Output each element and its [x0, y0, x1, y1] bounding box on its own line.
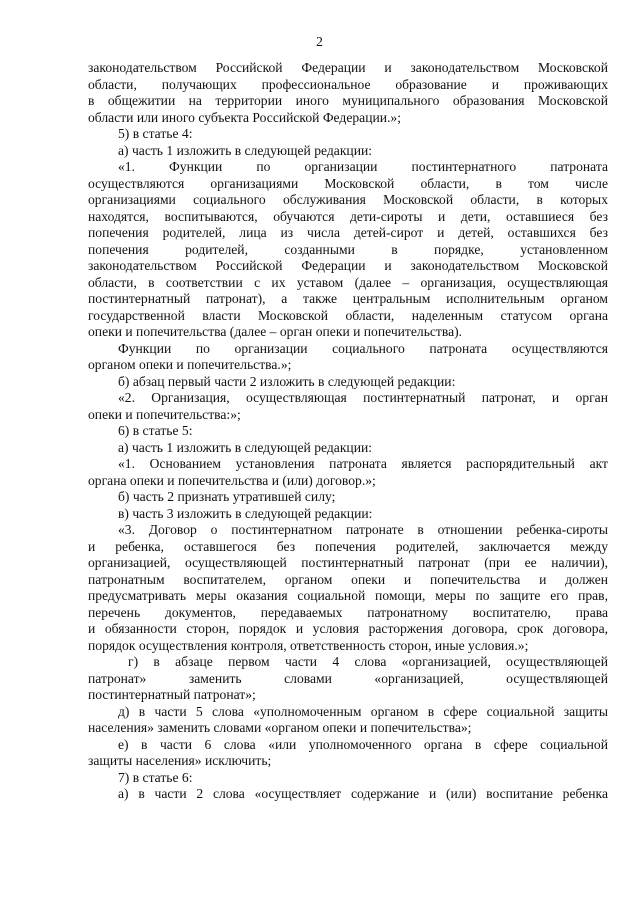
text-line: а) часть 1 изложить в следующей редакции: — [118, 439, 373, 455]
text-line: попечения родителей, созданными в порядке, установленном — [88, 241, 608, 257]
text-line: а) в части 2 слова «осуществляет содержание и (или) воспитание ребенка — [118, 786, 608, 801]
text-line: Функции по организации социального патроната осуществляются — [118, 340, 608, 356]
text-line: органом опеки и попечительства.»; — [88, 357, 292, 372]
text-line: попечения родителей, лица из числа детей-сирот и детей, оставшихся без — [88, 225, 608, 240]
text-line: 6) в статье 5: — [118, 423, 193, 438]
body-text — [88, 60, 608, 803]
text-line: а) часть 1 изложить в следующей редакции: — [118, 142, 373, 158]
text-line: б) абзац первый части 2 изложить в следующей редакции: — [118, 373, 456, 389]
text-line: постинтернатный патронат), а также центральным исполнительным органом — [88, 291, 608, 306]
text-line: и обязанности сторон, порядок и условия расторжения договора, срок договора, — [88, 621, 608, 636]
text-line: патронат» заменить словами «организацией, осуществляющей — [88, 670, 608, 686]
text-line: законодательством Российской Федерации и законодательством Московской — [88, 60, 608, 75]
text-line: государственной власти Московской области, наделенным статусом органа — [88, 307, 608, 323]
text-line: защиты населения» исключить; — [88, 753, 272, 768]
text-line: и ребенка, оставшегося без попечения родителей, заключается между — [88, 538, 608, 554]
text-line: законодательством Российской Федерации и законодательством Московской — [88, 258, 608, 273]
text-line: предусматривать меры оказания социальной помощи, меры по защите его прав, — [88, 588, 608, 603]
text-line: области, получающих профессиональное образование и проживающих — [88, 76, 608, 92]
text-line: д) в части 5 слова «уполномоченным органом в сфере социальной защиты — [118, 703, 608, 719]
text-line: организацией, осуществляющей постинтернатный патронат (при ее наличии), — [88, 555, 608, 570]
text-line: «1. Функции по организации постинтернатного патроната — [118, 159, 608, 174]
text-line: «1. Основанием установления патроната является распорядительный акт — [118, 456, 608, 471]
text-line: области или иного субъекта Российской Федерации.»; — [88, 109, 401, 125]
text-line: «2. Организация, осуществляющая постинтернатный патронат, и орган — [118, 390, 608, 405]
text-line: в общежитии на территории иного муниципального образования Московской — [88, 93, 608, 108]
text-line: населения» заменить словами «органом опеки и попечительства»; — [88, 720, 472, 735]
text-line: г) в абзаце первом части 4 слова «организацией, осуществляющей — [128, 654, 608, 669]
page-number: 2 — [316, 34, 323, 49]
text-line: области, в соответствии с их уставом (далее – организация, осуществляющая — [88, 274, 608, 290]
text-line: находятся, воспитываются, обучаются дети-сироты и дети, оставшиеся без — [88, 208, 608, 224]
text-line: организациями социального обслуживания Московской области, в которых — [88, 192, 608, 207]
text-line: опеки и попечительства:»; — [88, 406, 241, 422]
text-line: порядок осуществления контроля, ответственность сторон, иные условия.»; — [88, 637, 529, 653]
text-line: 5) в статье 4: — [118, 126, 193, 141]
text-line: постинтернатный патронат»; — [88, 687, 256, 702]
text-line: «3. Договор о постинтернатном патронате в отношении ребенка-сироты — [118, 522, 608, 537]
text-line: патронатным воспитателем, органом опеки и попечительства и должен — [88, 571, 608, 587]
text-line: органа опеки и попечительства и (или) договор.»; — [88, 472, 376, 488]
text-line: осуществляются организациями Московской области, в том числе — [88, 175, 608, 191]
text-line: е) в части 6 слова «или уполномоченного органа в сфере социальной — [118, 736, 608, 752]
text-line: перечень документов, передаваемых патронатному воспитателю, права — [88, 604, 608, 620]
text-line: опеки и попечительства (далее – орган опеки и попечительства). — [88, 324, 463, 339]
text-line: в) часть 3 изложить в следующей редакции: — [118, 505, 373, 521]
text-line: 7) в статье 6: — [118, 769, 193, 785]
text-line: б) часть 2 признать утратившей силу; — [118, 489, 336, 504]
